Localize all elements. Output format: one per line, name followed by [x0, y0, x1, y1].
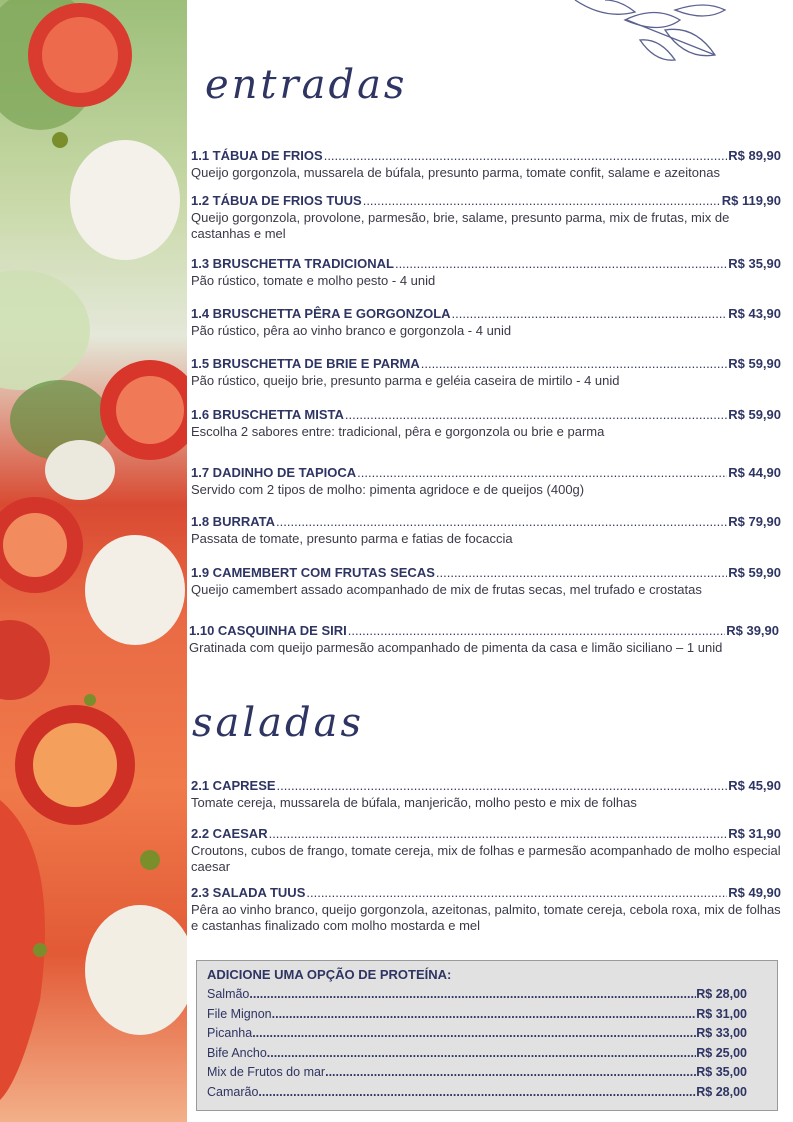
item-description: Pão rústico, tomate e molho pesto - 4 unid: [191, 273, 436, 288]
menu-item: [191, 306, 781, 339]
item-name: 1.8 BURRATA: [191, 514, 276, 529]
caprese-salad-photo: [0, 0, 187, 1122]
protein-name: Salmão: [207, 987, 250, 1001]
item-name: 2.3 SALADA TUUS: [191, 885, 306, 900]
item-name: 1.9 CAMEMBERT COM FRUTAS SECAS: [191, 565, 435, 580]
item-price: R$ 59,90: [728, 407, 781, 422]
menu-item: [191, 256, 781, 289]
item-price: R$ 49,90: [728, 885, 781, 900]
item-description: Queijo gorgonzola, provolone, parmesão, brie, salame, presunto parma, mix de frutas, mix de castanhas e mel: [191, 210, 730, 241]
protein-name: Camarão: [207, 1084, 259, 1099]
menu-item: [191, 407, 781, 440]
basil-leaf-icon: [565, 0, 735, 70]
item-name: 1.10 CASQUINHA DE SIRI: [189, 623, 347, 638]
protein-option: [207, 1065, 747, 1085]
item-name: 2.2 CAESAR: [191, 826, 268, 841]
menu-item: [191, 356, 781, 389]
item-name: 2.1 CAPRESE: [191, 778, 276, 793]
item-price: R$ 44,90: [728, 465, 781, 480]
item-description: Croutons, cubos de frango, tomate cereja, mix de folhas e parmesão acompanhado de molho especial caesar: [191, 843, 781, 874]
item-description: Pão rústico, queijo brie, presunto parma e geléia caseira de mirtilo - 4 unid: [191, 373, 620, 388]
saladas-title: saladas: [192, 700, 364, 746]
item-price: R$ 59,90: [728, 356, 781, 371]
item-description: Pão rústico, pêra ao vinho branco e gorgonzola - 4 unid: [191, 323, 512, 338]
protein-price: R$ 28,00: [696, 1084, 747, 1099]
protein-option: [207, 1007, 747, 1027]
item-price: R$ 89,90: [728, 148, 781, 163]
protein-option: [207, 987, 747, 1007]
menu-item: [191, 565, 781, 598]
menu-item: [191, 465, 781, 498]
protein-price: R$ 35,00: [696, 1065, 747, 1079]
item-name: 1.4 BRUSCHETTA PÊRA E GORGONZOLA: [191, 306, 451, 321]
menu-item: [191, 826, 781, 875]
menu-item: [191, 148, 781, 181]
item-name: 1.2 TÁBUA DE FRIOS TUUS: [191, 193, 362, 208]
protein-options-box: [196, 960, 778, 1111]
item-description: Servido com 2 tipos de molho: pimenta agridoce e de queijos (400g): [191, 482, 585, 497]
menu-item: [189, 623, 779, 656]
protein-name: Picanha: [207, 1026, 253, 1040]
item-price: R$ 119,90: [721, 193, 781, 208]
protein-title: ADICIONE UMA OPÇÃO DE PROTEÍNA:: [207, 967, 452, 982]
entradas-title: entradas: [205, 62, 408, 108]
item-description: Tomate cereja, mussarela de búfala, manjericão, molho pesto e mix de folhas: [191, 795, 637, 810]
protein-option: [207, 1046, 747, 1066]
item-description: Queijo camembert assado acompanhado de mix de frutas secas, mel trufado e crostatas: [191, 582, 702, 597]
item-description: Pêra ao vinho branco, queijo gorgonzola, azeitonas, palmito, tomate cereja, cebola roxa, mix de folhas e castanhas finalizado com molho mostarda e mel: [191, 902, 781, 933]
item-description: Passata de tomate, presunto parma e fatias de focaccia: [191, 531, 513, 546]
item-name: 1.1 TÁBUA DE FRIOS: [191, 148, 323, 163]
menu-item: [191, 514, 781, 547]
protein-name: Bife Ancho: [207, 1045, 267, 1060]
item-name: 1.7 DADINHO DE TAPIOCA: [191, 465, 357, 480]
item-name: 1.3 BRUSCHETTA TRADICIONAL: [191, 256, 394, 271]
menu-item: [191, 778, 781, 811]
item-price: R$ 39,90: [726, 623, 779, 638]
menu-item: [191, 193, 781, 242]
item-price: R$ 43,90: [728, 306, 781, 321]
protein-price: R$ 25,00: [696, 1045, 747, 1060]
item-name: 1.5 BRUSCHETTA DE BRIE E PARMA: [191, 356, 420, 371]
item-price: R$ 79,90: [728, 514, 781, 529]
caprese-salad-illustration: [0, 0, 187, 1122]
protein-name: Mix de Frutos do mar: [207, 1065, 326, 1079]
item-price: R$ 35,90: [728, 256, 781, 271]
protein-price: R$ 33,00: [696, 1026, 747, 1040]
protein-price: R$ 31,00: [696, 1006, 747, 1021]
protein-price: R$ 28,00: [696, 987, 747, 1001]
protein-option: [207, 1026, 747, 1046]
item-price: R$ 59,90: [728, 565, 781, 580]
item-price: R$ 45,90: [728, 778, 781, 793]
menu-item: [191, 885, 781, 934]
item-price: R$ 31,90: [728, 826, 781, 841]
protein-option: [207, 1085, 747, 1105]
protein-name: File Mignon: [207, 1006, 272, 1021]
item-name: 1.6 BRUSCHETTA MISTA: [191, 407, 344, 422]
item-description: Escolha 2 sabores entre: tradicional, pêra e gorgonzola ou brie e parma: [191, 424, 605, 439]
item-description: Queijo gorgonzola, mussarela de búfala, presunto parma, tomate confit, salame e azeitonas: [191, 165, 720, 180]
item-description: Gratinada com queijo parmesão acompanhado de pimenta da casa e limão siciliano – 1 unid: [189, 640, 723, 655]
